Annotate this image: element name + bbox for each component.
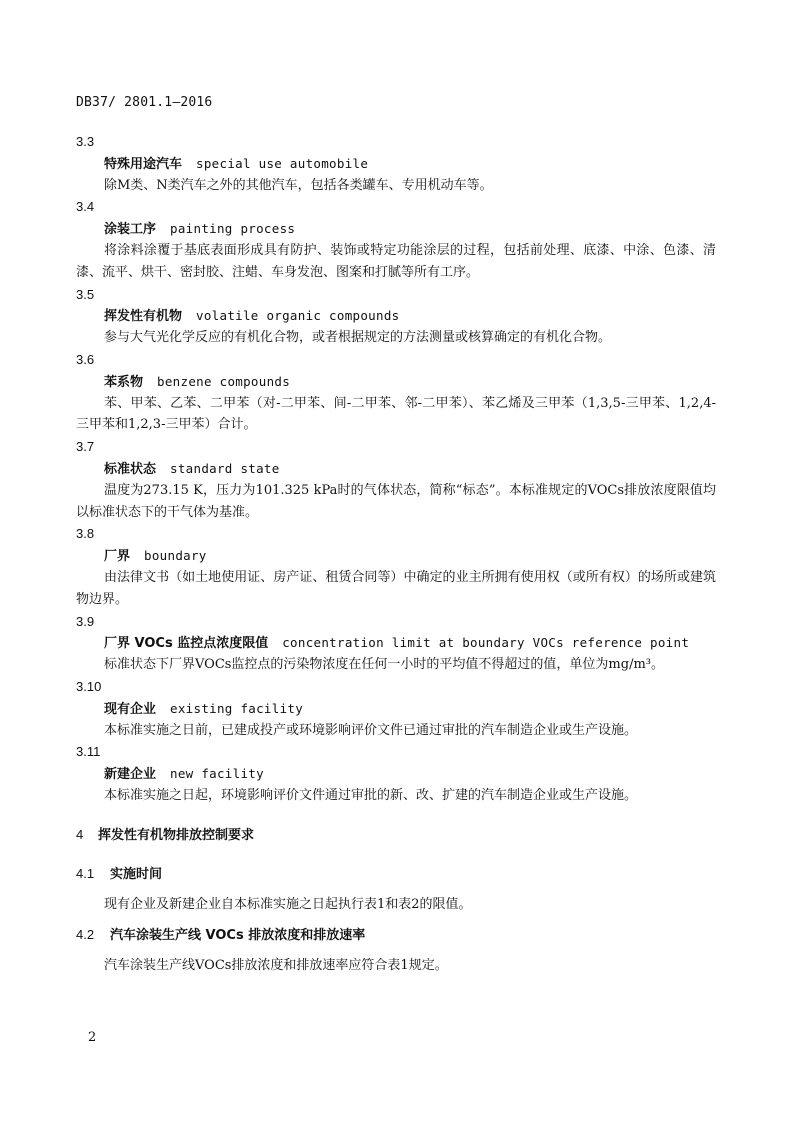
definition-term (104, 371, 716, 393)
term-english: benzene compounds (157, 373, 291, 389)
definition-text: 由法律文书（如土地使用证、房产证、租赁合同等）中确定的业主所拥有使用权（或所有权）的场所或建筑物边界。 (76, 569, 716, 607)
term-chinese: 标准状态 (104, 461, 157, 477)
term-chinese: 涂装工序 (104, 222, 157, 238)
section-4-1-title: 实施时间 (110, 866, 163, 882)
definition-number: 3.9 (76, 613, 95, 629)
definition-term (104, 458, 716, 480)
definition-entry (76, 284, 716, 349)
term-english: painting process (170, 221, 296, 237)
term-chinese: 特殊用途汽车 (104, 156, 183, 172)
term-english: volatile organic compounds (196, 308, 400, 324)
definition-text: 本标准实施之日起，环境影响评价文件通过审批的新、改、扩建的汽车制造企业或生产设施。 (104, 787, 638, 803)
definition-entry (76, 523, 716, 610)
term-english: special use automobile (196, 155, 369, 171)
definition-entry (76, 349, 716, 436)
definition-text: 将涂料涂覆于基底表面形成具有防护、装饰或特定功能涂层的过程，包括前处理、底漆、中涂、色漆、清漆、流平、烘干、密封胶、注蜡、车身发泡、图案和打腻等所有工序。 (76, 242, 716, 280)
page-number: 2 (88, 1030, 97, 1045)
definition-number: 3.10 (76, 678, 102, 694)
section-4-2-number: 4.2 (76, 926, 95, 942)
definition-number: 3.6 (76, 351, 95, 367)
definition-term (104, 632, 716, 654)
definition-text: 本标准实施之日前，已建成投产或环境影响评价文件已通过审批的汽车制造企业或生产设施。 (104, 722, 638, 738)
definitions-list (76, 131, 716, 807)
term-chinese: 新建企业 (104, 767, 157, 783)
section-4-1-number: 4.1 (76, 865, 95, 881)
term-english: boundary (144, 548, 207, 564)
term-chinese: 现有企业 (104, 701, 157, 717)
definition-number: 3.3 (76, 134, 95, 149)
definition-term (104, 698, 716, 720)
section-4-title: 挥发性有机物排放控制要求 (98, 827, 255, 843)
definition-number: 3.5 (76, 286, 95, 302)
definition-text: 苯、甲苯、乙苯、二甲苯（对-二甲苯、间-二甲苯、邻-二甲苯）、苯乙烯及三甲苯（1,3,5-三甲苯、1,2,4-三甲苯和1,2,3-三甲苯）合计。 (76, 395, 716, 433)
section-4-number: 4 (76, 826, 84, 842)
definition-term (104, 305, 716, 327)
definition-number: 3.7 (76, 439, 95, 455)
definition-term (104, 218, 716, 240)
definition-number: 3.4 (76, 199, 95, 215)
section-4-2-heading (76, 924, 716, 946)
definition-text: 标准状态下厂界VOCs监控点的污染物浓度在任何一小时的平均值不得超过的值，单位为mg/m³。 (104, 657, 665, 673)
definition-text: 除M类、N类汽车之外的其他汽车，包括各类罐车、专用机动车等。 (104, 177, 493, 193)
definition-text: 温度为273.15 K，压力为101.325 kPa时的气体状态，简称“标态”。本标准规定的VOCs排放浓度限值均以标准状态下的干气体为基准。 (76, 482, 716, 520)
definition-term (104, 153, 716, 175)
term-chinese: 挥发性有机物 (104, 309, 183, 325)
definition-entry (76, 611, 716, 676)
term-english: concentration limit at boundary VOCs reference point (282, 635, 690, 651)
section-4-1-text: 现有企业及新建企业自本标准实施之日起执行表1和表2的限值。 (104, 896, 472, 912)
term-english: existing facility (170, 700, 304, 716)
definition-term (104, 763, 716, 785)
section-4-1-heading (76, 863, 716, 885)
definition-entry (76, 741, 716, 806)
section-4-heading (76, 824, 716, 846)
definition-entry (76, 436, 716, 523)
definition-entry (76, 196, 716, 283)
term-chinese: 厂界 (104, 549, 131, 565)
term-chinese: 苯系物 (104, 374, 144, 390)
definition-number: 3.8 (76, 526, 95, 542)
document-content (76, 131, 716, 977)
standard-code-header: DB37/ 2801.1—2016 (76, 95, 213, 110)
definition-text: 参与大气光化学反应的有机化合物，或者根据规定的方法测量或核算确定的有机化合物。 (104, 330, 612, 346)
section-4-2-title: 汽车涂装生产线 VOCs 排放浓度和排放速率 (110, 927, 366, 943)
definition-entry (76, 131, 716, 196)
section-4-2-text: 汽车涂装生产线VOCs排放浓度和排放速率应符合表1规定。 (104, 957, 448, 973)
definition-number: 3.11 (76, 744, 101, 760)
term-chinese: 厂界 VOCs 监控点浓度限值 (104, 636, 269, 652)
term-english: new facility (170, 766, 264, 782)
term-english: standard state (170, 460, 280, 476)
definition-term (104, 545, 716, 567)
definition-entry (76, 676, 716, 741)
